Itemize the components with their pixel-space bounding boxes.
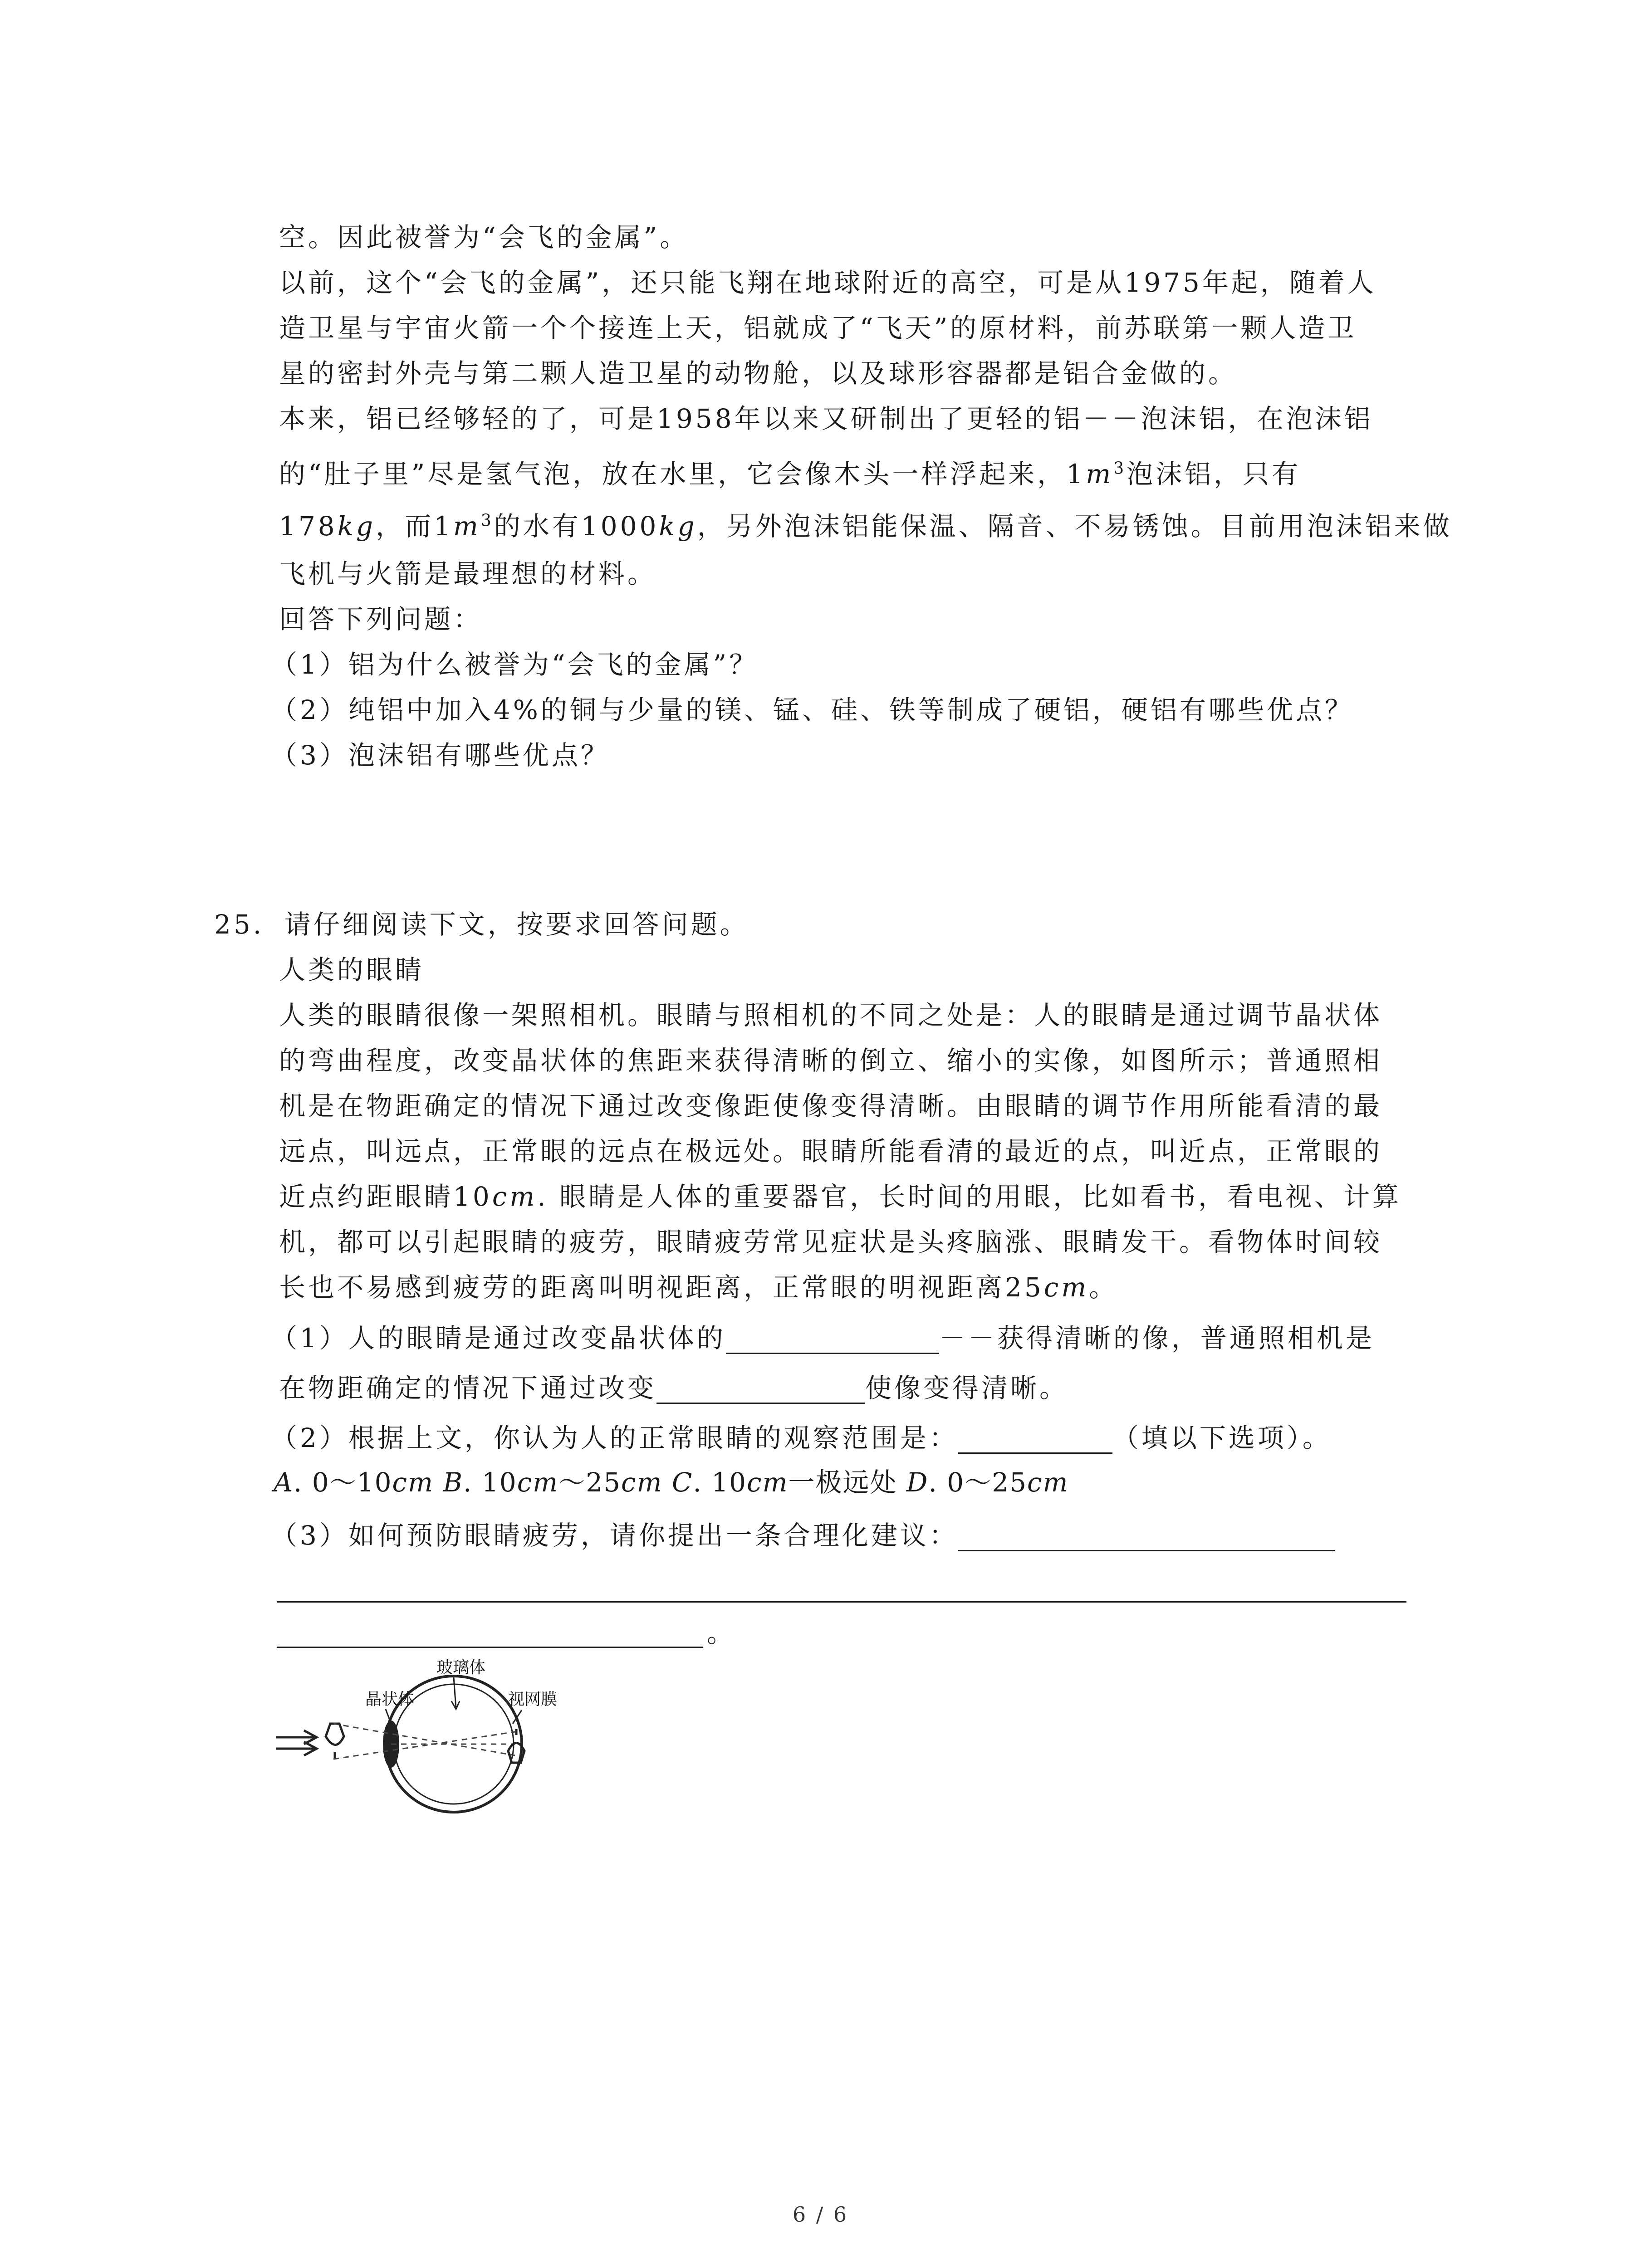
article-title: 人类的眼睛 [279,954,425,985]
label-lens: 晶状体 [365,1690,415,1709]
question-intro: 请仔细阅读下文，按要求回答问题。 [284,909,749,940]
question-line: （1）铝为什么被誉为“会飞的金属”？ [271,649,759,680]
text-line: 机，都可以引起眼睛的疲劳，眼睛疲劳常见症状是头疼脑涨、眼睛发干。看物体时间较 [279,1227,1383,1257]
unit-m: m [1086,459,1114,489]
text-line: 本来，铝已经够轻的了，可是1958年以来又研制出了更轻的铝－－泡沫铝，在泡沫铝 [279,403,1373,434]
text-line [279,1181,1401,1212]
question-number: 25. [214,909,265,940]
text-line [279,1271,1118,1303]
text-line: 回答下列问题： [279,604,483,635]
text-line: 人类的眼睛很像一架照相机。眼睛与照相机的不同之处是：人的眼睛是通过调节晶状体 [279,1000,1383,1031]
question-line [271,1322,1375,1354]
superscript: 3 [1113,459,1127,478]
question-line [279,1372,1068,1404]
text-line: 飞机与火箭是最理想的材料。 [279,558,657,589]
question-line: （3）泡沫铝有哪些优点？ [271,740,610,771]
text-span: . 眼睛是人体的重要器官，长时间的用眼，比如看书，看电视、计算 [537,1181,1402,1212]
option-d-letter: D [906,1467,929,1498]
light-rays [333,1724,515,1759]
text-span: 178 [279,511,338,542]
text-line [279,458,1301,490]
unit-cm: cm [747,1467,789,1498]
question-line: （2）纯铝中加入4%的铜与少量的镁、锰、硅、铁等制成了硬铝，硬铝有哪些优点？ [271,694,1354,725]
answer-blank[interactable] [958,1426,1112,1454]
superscript: 3 [480,511,494,530]
pointer-vitreous [454,1677,456,1708]
text-span: . 0～25 [928,1467,1028,1498]
unit-cm: cm [517,1467,559,1498]
text-span: 。 [1089,1272,1118,1303]
text-span: （2）根据上文，你认为人的正常眼睛的观察范围是： [271,1422,958,1453]
options-line [274,1466,1069,1498]
unit-cm: cm [1043,1272,1089,1303]
text-line: 远点，叫远点，正常眼的远点在极远处。眼睛所能看清的最近的点，叫近点，正常眼的 [279,1136,1383,1167]
option-b-letter: B [433,1467,464,1498]
question-header [214,909,749,940]
text-span: －－获得清晰的像，普通照相机是 [939,1323,1375,1354]
text-span: （3）如何预防眼睛疲劳，请你提出一条合理化建议： [271,1520,958,1551]
end-punctuation: 。 [707,1618,736,1648]
text-span: 长也不易感到疲劳的距离叫明视距离，正常眼的明视距离25 [279,1272,1044,1303]
text-span: . 0～10 [293,1467,392,1498]
text-span: . 10 [463,1467,517,1498]
unit-kg: kg [659,511,697,542]
object-figure [326,1724,344,1759]
unit-cm: cm [1027,1467,1069,1498]
text-line: 星的密封外壳与第二颗人造卫星的动物舱，以及球形容器都是铝合金做的。 [279,358,1238,389]
text-span: ～25 [558,1467,621,1498]
text-span: 的水有1000 [494,511,659,542]
text-span: ，另外泡沫铝能保温、隔音、不易锈蚀。目前用泡沫铝来做 [697,511,1452,542]
unit-cm: cm [392,1467,434,1498]
label-vitreous: 玻璃体 [436,1658,486,1677]
text-line [279,510,1452,542]
text-line: 造卫星与宇宙火箭一个个接连上天，铝就成了“飞天”的原材料，前苏联第一颗人造卫 [279,313,1357,343]
text-span: 泡沫铝，只有 [1127,459,1301,489]
text-span: （填以下选项）。 [1112,1422,1332,1453]
text-line: 的弯曲程度，改变晶状体的焦距来获得清晰的倒立、缩小的实像，如图所示；普通照相 [279,1045,1383,1076]
text-span: . 10 [693,1467,747,1498]
text-line: 空。因此被誉为“会飞的金属”。 [279,222,689,253]
answer-line[interactable] [277,1601,1406,1603]
eye-diagram [272,1656,608,1819]
text-span: 近点约距眼睛10 [279,1181,492,1212]
text-span: 在物距确定的情况下通过改变 [279,1373,657,1403]
incoming-light-arrows [276,1730,317,1755]
text-line: 以前，这个“会飞的金属”，还只能飞翔在地球附近的高空，可是从1975年起，随着人 [279,267,1376,298]
page-number: 6 / 6 [792,2202,849,2227]
unit-cm: cm [492,1181,538,1212]
text-span: ，而1 [376,511,453,542]
answer-blank[interactable] [656,1376,865,1404]
option-c-letter: C [662,1467,693,1498]
unit-m: m [453,511,481,542]
answer-blank[interactable] [726,1326,939,1354]
text-span: 使像变得清晰。 [865,1373,1069,1403]
text-span: （1）人的眼睛是通过改变晶状体的 [271,1323,726,1354]
text-line: 机是在物距确定的情况下通过改变像距使像变得清晰。由眼睛的调节作用所能看清的最 [279,1090,1383,1121]
answer-blank[interactable] [958,1524,1335,1551]
label-retina: 视网膜 [508,1690,558,1709]
option-a-letter: A [274,1467,294,1498]
text-span: 的“肚子里”尽是氢气泡，放在水里，它会像木头一样浮起来，1 [279,459,1086,489]
answer-line[interactable] [277,1647,703,1648]
question-line [271,1422,1332,1454]
unit-kg: kg [337,511,376,542]
text-span: 一极远处 [788,1467,906,1498]
unit-cm: cm [621,1467,663,1498]
question-line [271,1520,1335,1551]
